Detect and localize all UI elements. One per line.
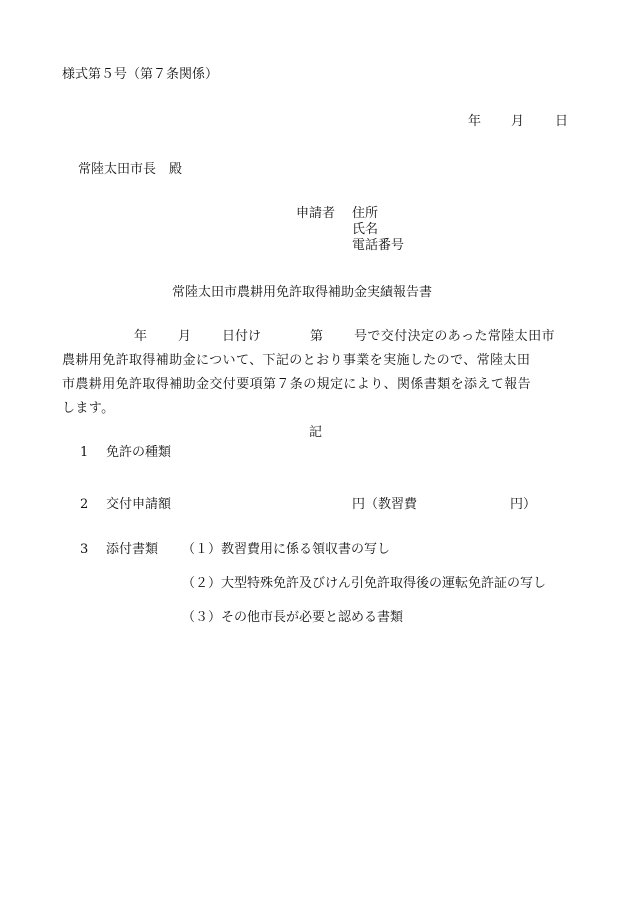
body-line3: 市農耕用免許取得補助金交付要項第７条の規定により、関係書類を添えて報告 <box>62 377 532 392</box>
body-line2: 農耕用免許取得補助金について、下記のとおり事業を実施したので、常陸太田 <box>62 353 531 368</box>
ki-heading: 記 <box>309 425 323 440</box>
date-day: 日 <box>555 114 569 129</box>
item-2-yen-end: 円） <box>510 497 537 512</box>
attachment-1: （１）教習費用に係る領収書の写し <box>182 542 391 557</box>
addressee: 常陸太田市長 殿 <box>78 162 183 177</box>
applicant-address: 住所 <box>352 206 379 221</box>
body-month: 月 <box>178 329 192 344</box>
attachment-3: （３）その他市長が必要と認める書類 <box>182 610 404 625</box>
document-title: 常陸太田市農耕用免許取得補助金実績報告書 <box>172 285 433 300</box>
applicant-name: 氏名 <box>352 222 379 237</box>
item-2-number: 2 <box>80 497 89 512</box>
item-1-number: 1 <box>80 445 89 460</box>
form-number: 様式第５号（第７条関係） <box>62 67 219 82</box>
item-1-label: 免許の種類 <box>106 445 172 460</box>
applicant-label: 申請者 <box>296 206 336 221</box>
body-number-prefix: 第 <box>310 329 324 344</box>
item-3-label: 添付書類 <box>106 542 159 557</box>
item-2-label: 交付申請額 <box>106 497 172 512</box>
body-line1-rest: 号で交付決定のあった常陸太田市 <box>354 329 555 344</box>
item-2-yen-label: 円（教習費 <box>352 497 418 512</box>
body-line4: します。 <box>62 401 115 416</box>
applicant-phone: 電話番号 <box>352 238 405 253</box>
body-date-label: 日付け <box>222 329 262 344</box>
date-month: 月 <box>511 114 525 129</box>
item-3-number: 3 <box>80 542 89 557</box>
body-year: 年 <box>134 329 148 344</box>
attachment-2: （２）大型特殊免許及びけん引免許取得後の運転免許証の写し <box>182 576 547 591</box>
date-year: 年 <box>468 114 482 129</box>
